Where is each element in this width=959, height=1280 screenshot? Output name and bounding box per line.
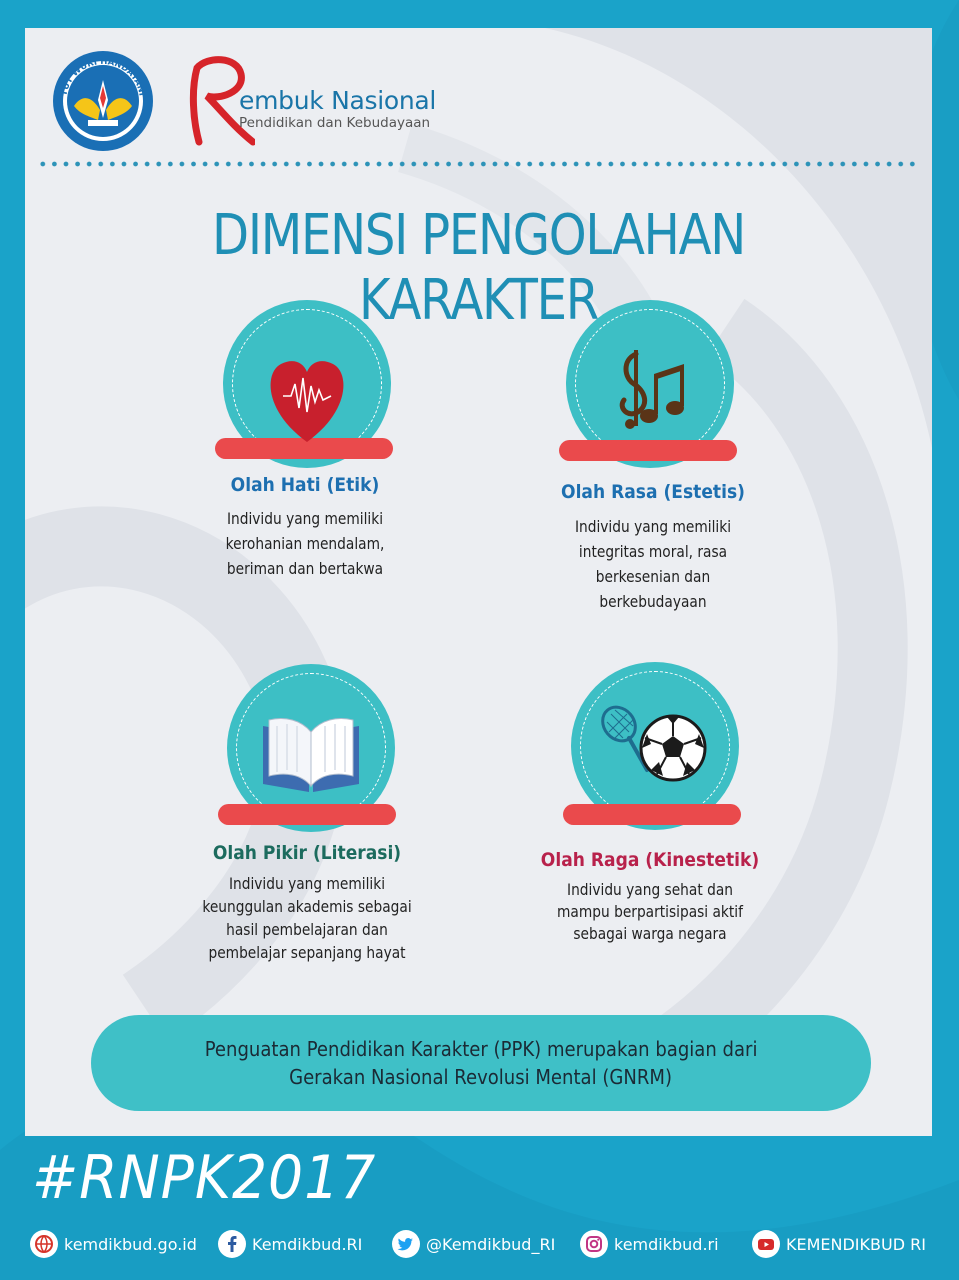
instagram-icon [580,1230,608,1258]
hashtag: #RNPK2017 [32,1143,377,1213]
ppk-banner [91,1015,871,1111]
desc-olah-rasa: Individu yang memiliki integritas moral, rasa berkesenian dan berkebudayaan [574,517,732,611]
heading-olah-pikir: Olah Pikir (Literasi) [212,842,402,864]
heart-pulse-icon [223,300,391,468]
banner-line-2: Gerakan Nasional Revolusi Mental (GNRM) [289,1065,673,1089]
card-watermark-swirl [25,28,932,1136]
racket-ball-icon [571,662,739,830]
social-instagram[interactable] [580,1229,719,1259]
logo-subtitle: Pendidikan dan Kebudayaan [239,115,431,131]
desc-olah-raga: Individu yang sehat dan mampu berpartisipasi aktif sebagai warga negara [557,880,743,943]
social-facebook-label: Kemdikbud.RI [252,1234,363,1254]
music-notes-icon [566,300,734,468]
twitter-icon [392,1230,420,1258]
dotted-divider [37,160,919,168]
social-youtube[interactable] [752,1229,926,1259]
circle-olah-raga [571,662,739,830]
emblem-ring-text [52,50,154,152]
social-website[interactable] [30,1229,197,1259]
banner-line-1: Penguatan Pendidikan Karakter (PPK) merupakan bagian dari [204,1037,758,1061]
desc-olah-pikir: Individu yang memiliki keunggulan akademis sebagai hasil pembelajaran dan pembelajar sepanjang hayat [202,874,412,962]
social-instagram-label: kemdikbud.ri [614,1234,719,1254]
page-title: DIMENSI PENGOLAHAN KARAKTER [212,203,745,333]
content-card [25,28,932,1136]
social-website-label: kemdikbud.go.id [64,1234,197,1254]
desc-olah-hati: Individu yang memiliki kerohanian mendalam, beriman dan bertakwa [225,509,385,578]
svg-text:TUT WURI HANDAYANI: TUT WURI HANDAYANI [59,56,147,97]
youtube-icon [752,1230,780,1258]
heading-olah-rasa: Olah Rasa (Estetis) [561,481,745,503]
circle-olah-rasa [566,300,734,468]
heading-olah-hati: Olah Hati (Etik) [230,474,380,496]
social-youtube-label: KEMENDIKBUD RI [786,1234,926,1254]
globe-icon [30,1230,58,1258]
heading-olah-raga: Olah Raga (Kinestetik) [540,849,760,871]
circle-olah-hati [223,300,391,468]
facebook-icon [218,1230,246,1258]
circle-olah-pikir [227,664,395,832]
logo-title: embuk Nasional [239,86,437,115]
social-facebook[interactable] [218,1229,362,1259]
social-twitter-label: @Kemdikbud_RI [426,1234,556,1254]
social-twitter[interactable] [392,1229,555,1259]
open-book-icon [227,664,395,832]
